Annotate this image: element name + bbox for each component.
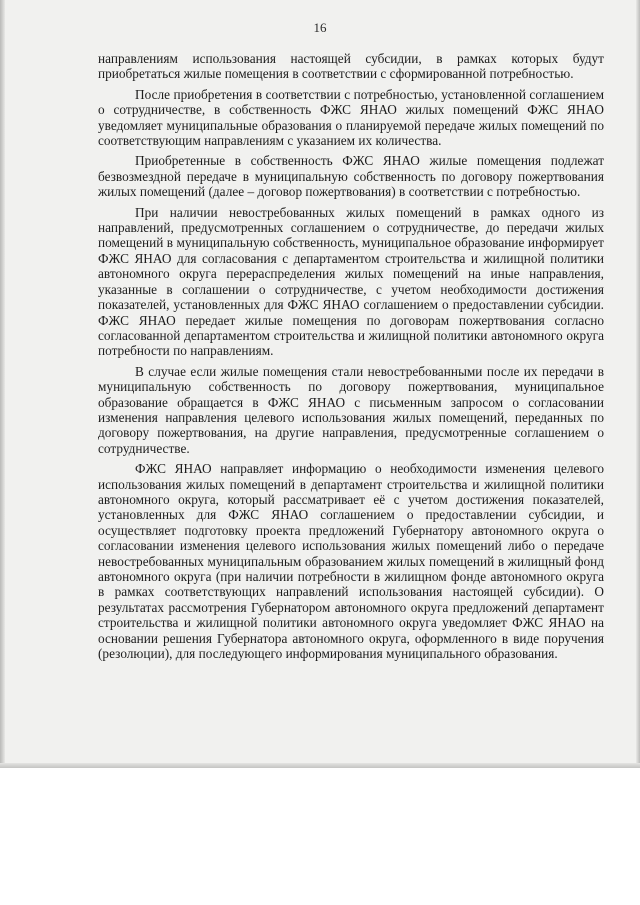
paragraph-unclaimed-before-transfer: При наличии невостребованных жилых помещений в рамках одного из направлений, предусмотренных соглашением о сотрудничестве, до передачи жилых помещений в муниципальную собственность, муниципальное образование информирует ФЖС ЯНАО для согласования с департаментом строительства и жилищной политики автономного округа перераспределения жилых помещений на иные направления, указанные в соглашении о сотрудничестве, с учетом необходимости достижения показателей, установленных для ФЖС ЯНАО соглашением о предоставлении субсидии. ФЖС ЯНАО передает жилые помещения по договорам пожертвования согласно согласованной департаментом строительства и жилищной политики автономного округа потребности по направлениям.	[98, 204, 604, 359]
paragraph-unclaimed-after-transfer: В случае если жилые помещения стали невостребованными после их передачи в муниципальную собственность по договору пожертвования, муниципальное образование обращается в ФЖС ЯНАО с письменным запросом о согласовании изменения направления целевого использования жилых помещений, переданных по договору пожертвования, на другие направления, предусмотренные соглашением о сотрудничестве.	[98, 363, 604, 456]
paragraph-acquisition-notice: После приобретения в соответствии с потребностью, установленной соглашением о сотрудничестве, в собственность ФЖС ЯНАО жилых помещений ФЖС ЯНАО уведомляет муниципальные образования о планируемой передаче жилых помещений по соответствующим направлениям с указанием их количества.	[98, 86, 604, 149]
blank-margin	[0, 768, 640, 905]
scan-shadow-right	[636, 0, 640, 768]
document-body	[98, 51, 604, 666]
scan-shadow-left	[0, 0, 5, 768]
paragraph-continuation: направлениям использования настоящей субсидии, в рамках которых будут приобретаться жилые помещения в соответствии с сформированной потребностью.	[98, 51, 604, 82]
page-number: 16	[313, 20, 327, 35]
paragraph-free-transfer: Приобретенные в собственность ФЖС ЯНАО жилые помещения подлежат безвозмездной передаче в муниципальную собственность по договору пожертвования жилых помещений (далее – договор пожертвования) в соответствии с потребностью.	[98, 153, 604, 200]
paragraph-governor-review: ФЖС ЯНАО направляет информацию о необходимости изменения целевого использования жилых помещений в департамент строительства и жилищной политики автономного округа, который рассматривает её с учетом достижения показателей, установленных для ФЖС ЯНАО соглашением о предоставлении субсидии, и осуществляет подготовку проекта предложений Губернатору автономного округа о согласовании изменения целевого использования жилых помещений либо о передаче невостребованных муниципальным образованием жилых помещений в жилищный фонд автономного округа (при наличии потребности в жилищном фонде автономного округа в рамках соответствующих направлений использования настоящей субсидии). О результатах рассмотрения Губернатором автономного округа предложений департамент строительства и жилищной политики автономного округа уведомляет ФЖС ЯНАО на основании решения Губернатора автономного округа, оформленного в виде поручения (резолюции), для последующего информирования муниципального образования.	[98, 461, 604, 662]
